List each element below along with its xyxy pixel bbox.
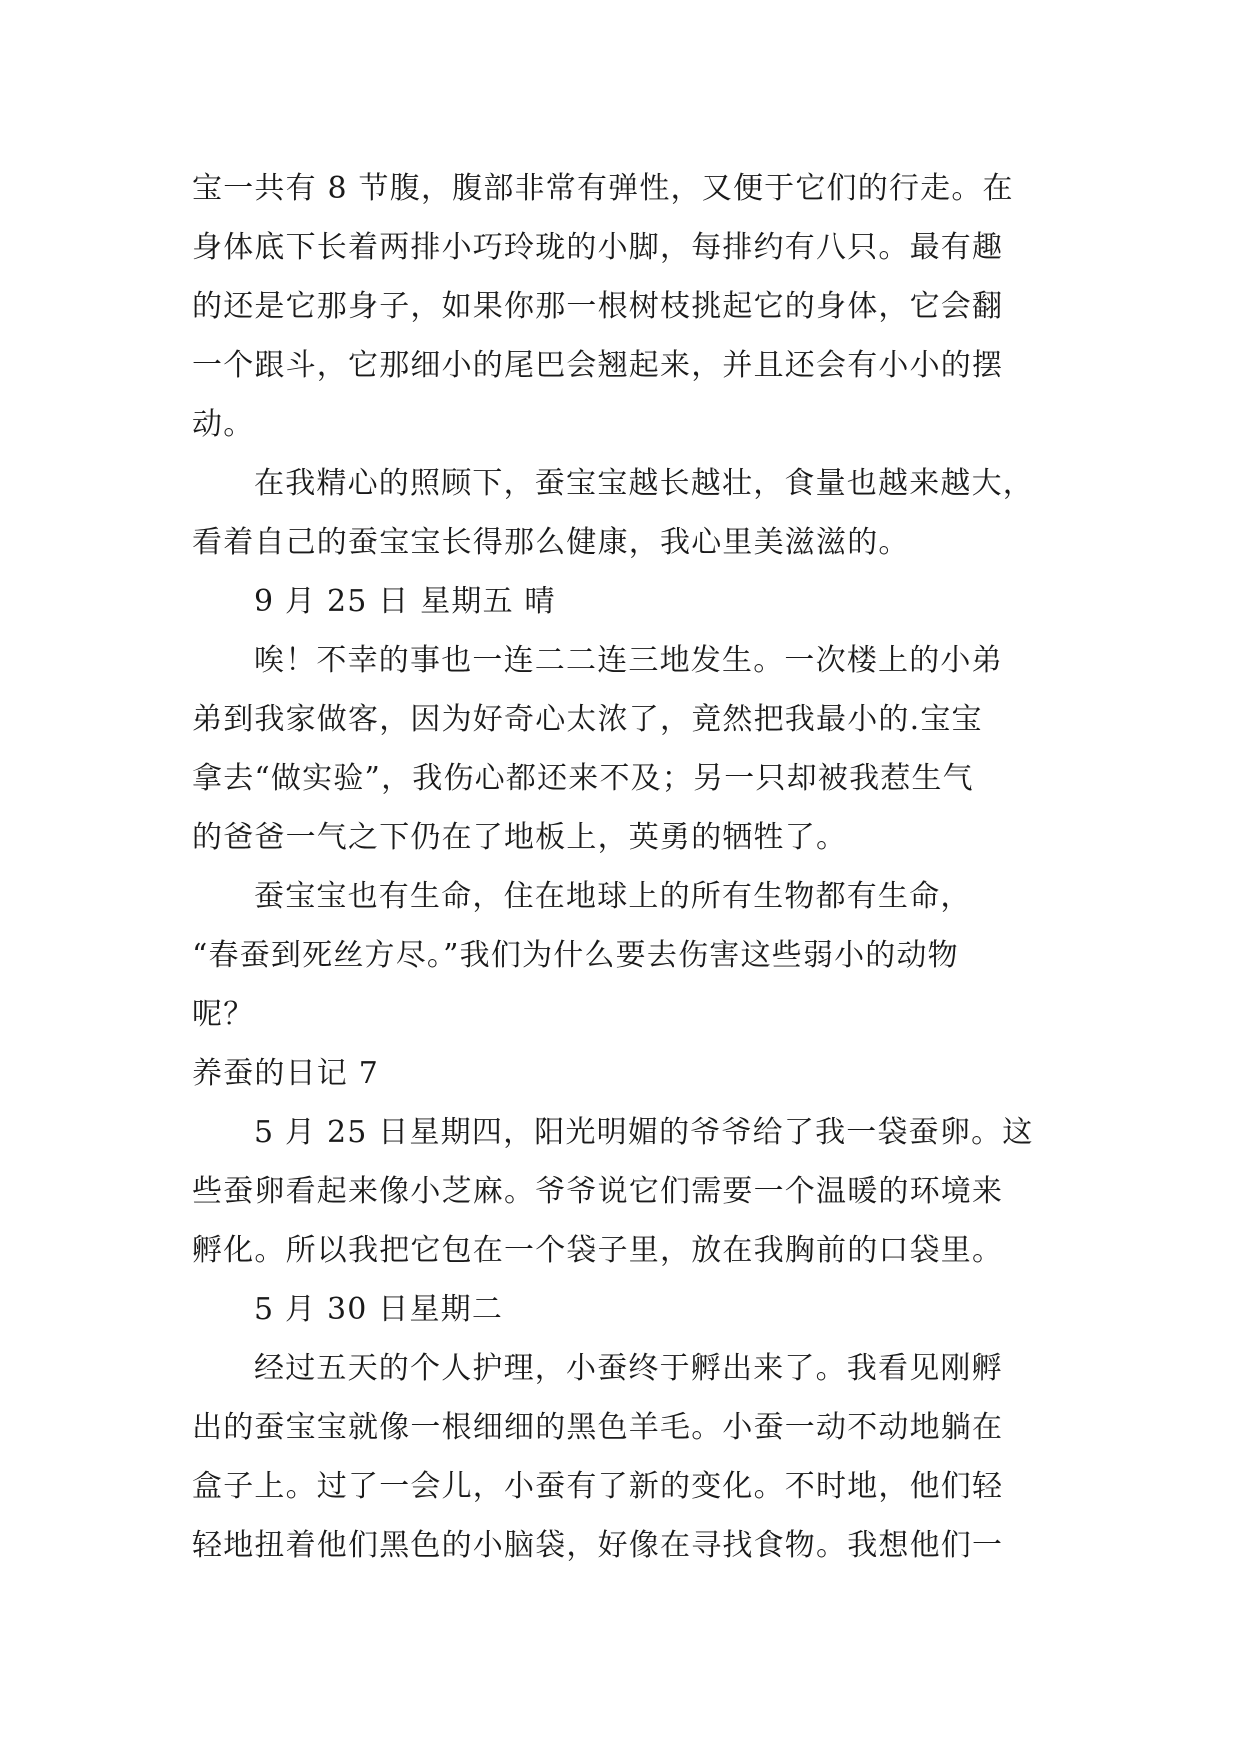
text-line: 些蚕卵看起来像小芝麻。爷爷说它们需要一个温暖的环境来 [192, 1174, 1004, 1209]
diary-date-heading: 5 月 30 日星期二 [254, 1292, 504, 1327]
text-line: 弟到我家做客，因为好奇心太浓了，竟然把我最小的.宝宝 [192, 702, 983, 737]
text-line: 宝一共有 8 节腹，腹部非常有弹性，又便于它们的行走。在 [192, 171, 1014, 206]
text-line: 身体底下长着两排小巧玲珑的小脚，每排约有八只。最有趣 [192, 230, 1004, 265]
text-line: 孵化。所以我把它包在一个袋子里，放在我胸前的口袋里。 [192, 1233, 1004, 1268]
text-line: 一个跟斗，它那细小的尾巴会翘起来，并且还会有小小的摆 [192, 348, 1004, 383]
text-line: 呢？ [192, 997, 255, 1032]
text-line: 在我精心的照顾下，蚕宝宝越长越壮，食量也越来越大， [254, 466, 1034, 501]
text-line: 唉！不幸的事也一连二二连三地发生。一次楼上的小弟 [254, 643, 1003, 678]
text-line: 5 月 25 日星期四，阳光明媚的爷爷给了我一袋蚕卵。这 [254, 1115, 1034, 1150]
text-line: 看着自己的蚕宝宝长得那么健康，我心里美滋滋的。 [192, 525, 910, 560]
text-line: 动。 [192, 407, 255, 442]
text-line: 的还是它那身子，如果你那一根树枝挑起它的身体，它会翻 [192, 289, 1004, 324]
document-body [192, 159, 1052, 1575]
section-title: 养蚕的日记 7 [192, 1056, 380, 1091]
diary-date-heading: 9 月 25 日 星期五 晴 [254, 584, 556, 619]
text-line: “春蚕到死丝方尽。”我们为什么要去伤害这些弱小的动物 [192, 938, 959, 973]
text-line: 盒子上。过了一会儿，小蚕有了新的变化。不时地，他们轻 [192, 1469, 1004, 1504]
text-line: 拿去“做实验”，我伤心都还来不及；另一只却被我惹生气 [192, 761, 974, 796]
text-line: 经过五天的个人护理，小蚕终于孵出来了。我看见刚孵 [254, 1351, 1003, 1386]
text-line: 出的蚕宝宝就像一根细细的黑色羊毛。小蚕一动不动地躺在 [192, 1410, 1004, 1445]
text-line: 轻地扭着他们黑色的小脑袋，好像在寻找食物。我想他们一 [192, 1528, 1004, 1563]
text-line: 的爸爸一气之下仍在了地板上，英勇的牺牲了。 [192, 820, 848, 855]
text-line: 蚕宝宝也有生命，住在地球上的所有生物都有生命， [254, 879, 972, 914]
